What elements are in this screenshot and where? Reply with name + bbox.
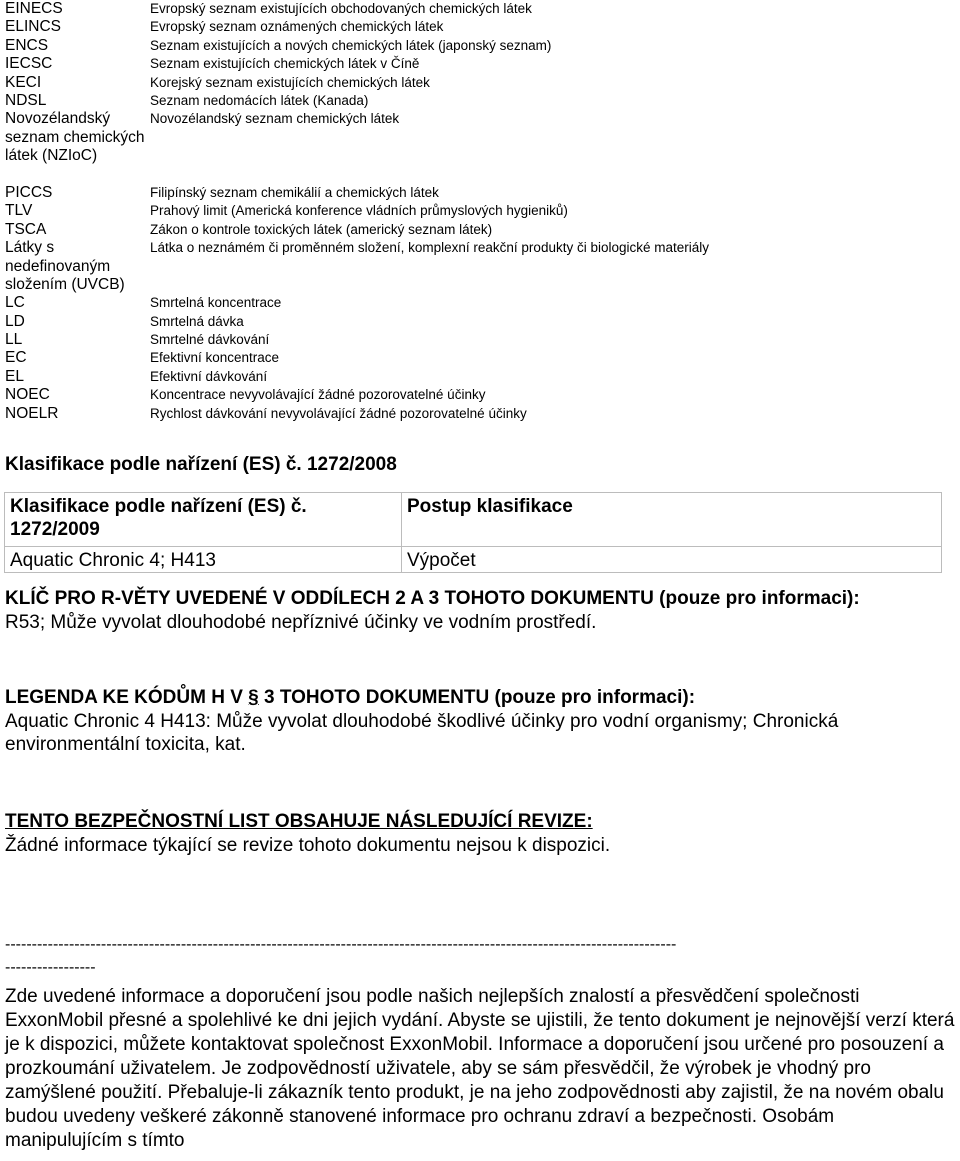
abbreviation-row	[5, 55, 955, 73]
revisions-text: Žádné informace týkající se revize tohoto dokumentu nejsou k dispozici.	[5, 834, 611, 856]
h-codes-section	[5, 686, 955, 757]
abbreviation-row	[5, 0, 955, 18]
abbreviation-value: Novozélandský seznam chemických látek	[150, 111, 400, 127]
abbreviation-value: Seznam existujících a nových chemických látek (japonský seznam)	[150, 37, 552, 53]
abbreviation-row	[5, 349, 955, 367]
abbreviation-key: IECSC	[5, 55, 53, 73]
abbreviation-row	[5, 386, 955, 404]
r-phrases-heading: KLÍČ PRO R-VĚTY UVEDENÉ V ODDÍLECH 2 A 3 TOHOTO DOKUMENTU (pouze pro informaci):	[5, 588, 860, 609]
abbreviation-row	[5, 18, 955, 36]
abbreviation-key: LL	[5, 331, 23, 349]
abbreviation-value: Evropský seznam existujících obchodovaných chemických látek	[150, 1, 532, 16]
abbreviation-key: NDSL	[5, 91, 47, 109]
abbreviation-key: TLV	[5, 202, 33, 220]
abbreviation-row	[5, 313, 955, 331]
abbreviation-value: Filipínský seznam chemikálií a chemických látek	[150, 184, 439, 200]
h-codes-text: Aquatic Chronic 4 H413: Může vyvolat dlouhodobé škodlivé účinky pro vodní organismy; Chronická environmentální toxicita, kat.	[5, 710, 839, 755]
r-phrases-text: R53; Může vyvolat dlouhodobé nepříznivé účinky ve vodním prostředí.	[5, 611, 597, 633]
abbreviation-value: Smrtelná dávka	[150, 313, 244, 329]
h-codes-heading-end: 3 TOHOTO DOKUMENTU (pouze pro informaci):	[264, 687, 696, 708]
abbreviation-row	[5, 368, 955, 386]
abbreviation-row	[5, 184, 955, 202]
classification-column-header: Klasifikace podle nařízení (ES) č. 1272/2009	[5, 493, 402, 547]
abbreviation-row	[5, 37, 955, 55]
abbreviation-key: ELINCS	[5, 18, 61, 36]
classification-heading: Klasifikace podle nařízení (ES) č. 1272/2008	[5, 454, 397, 475]
abbreviation-value: Evropský seznam oznámených chemických látek	[150, 19, 444, 35]
procedure-column-header: Postup klasifikace	[402, 493, 942, 547]
abbreviation-value: Seznam nedomácích látek (Kanada)	[150, 92, 369, 108]
abbreviation-key: TSCA	[5, 220, 47, 238]
h-codes-heading-start: LEGENDA KE KÓDŮM H V	[5, 687, 243, 708]
abbreviation-row	[5, 202, 955, 220]
abbreviation-value: Efektivní dávkování	[150, 368, 268, 384]
abbreviation-value: Efektivní koncentrace	[150, 350, 280, 366]
abbreviation-key: EC	[5, 349, 27, 367]
procedure-value: Výpočet	[402, 547, 942, 573]
abbreviation-table	[5, 0, 955, 423]
abbreviation-row	[5, 110, 955, 184]
r-phrases-section	[5, 587, 955, 634]
abbreviation-key: LC	[5, 294, 25, 312]
h-codes-heading	[5, 686, 955, 710]
abbreviation-row	[5, 221, 955, 239]
abbreviation-key: PICCS	[5, 183, 53, 201]
abbreviation-key: KECI	[5, 73, 42, 91]
classification-header-row	[5, 493, 942, 547]
classification-table	[4, 492, 942, 573]
classification-data-row	[5, 547, 942, 573]
abbreviation-value: Koncentrace nevyvolávající žádné pozorovatelné účinky	[150, 387, 486, 403]
abbreviation-value: Seznam existujících chemických látek v Číně	[150, 56, 420, 72]
abbreviation-value: Smrtelné dávkování	[150, 332, 270, 348]
classification-value: Aquatic Chronic 4; H413	[5, 547, 402, 573]
abbreviation-row	[5, 294, 955, 312]
abbreviation-row	[5, 405, 955, 423]
abbreviation-key: NOEC	[5, 386, 50, 404]
disclaimer-text: Zde uvedené informace a doporučení jsou podle našich nejlepších znalostí a přesvědčení společnosti ExxonMobil přesné a spolehlivé ke dni jejich vydání. Abyste se ujistili, že tento dokument je nejnovější verzí která je k dispozici, můžete kontaktovat společnost ExxonMobil. Informace a doporučení jsou určené pro posouzení a prozkoumání uživatelem. Je zodpovědností uživatele, aby se sám přesvědčil, že výrobek je vhodný pro zamýšlené použití. Přebaluje-li zákazník tento produkt, je na jeho zodpovědnosti aby zajistil, že na novém obalu budou uvedeny veškeré zákonně stanovené informace pro ochranu zdraví a bezpečnosti. Osobám manipulujícím s tímto	[5, 986, 955, 1151]
abbreviation-key: LD	[5, 312, 25, 330]
separator-line: ------------------------------------------------------------------------------------------------------------------------------	[5, 936, 677, 953]
abbreviation-value: Látka o neznámém či proměnném složení, komplexní reakční produkty či biologické materiály	[150, 240, 710, 256]
abbreviation-key: ENCS	[5, 36, 49, 54]
abbreviation-value: Smrtelná koncentrace	[150, 295, 282, 311]
abbreviation-row	[5, 92, 955, 110]
abbreviation-key: Novozélandský seznam chemických látek (NZIoC)	[5, 110, 145, 165]
separator-line: -----------------	[5, 959, 96, 976]
section-sign-icon: §	[248, 687, 259, 708]
revisions-section	[5, 810, 955, 857]
revisions-heading: TENTO BEZPEČNOSTNÍ LIST OBSAHUJE NÁSLEDUJÍCÍ REVIZE:	[5, 811, 593, 832]
abbreviation-key: EINECS	[5, 0, 63, 17]
abbreviation-key: Látky s nedefinovaným složením (UVCB)	[5, 239, 125, 293]
abbreviation-key: NOELR	[5, 404, 59, 422]
abbreviation-row	[5, 331, 955, 349]
abbreviation-value: Korejský seznam existujících chemických látek	[150, 74, 430, 90]
abbreviation-key: EL	[5, 367, 24, 385]
abbreviation-row	[5, 74, 955, 92]
abbreviation-value: Prahový limit (Americká konference vládních průmyslových hygieniků)	[150, 203, 568, 219]
abbreviation-row	[5, 239, 955, 294]
abbreviation-value: Rychlost dávkování nevyvolávající žádné pozorovatelné účinky	[150, 405, 527, 421]
abbreviation-value: Zákon o kontrole toxických látek (americký seznam látek)	[150, 221, 493, 237]
